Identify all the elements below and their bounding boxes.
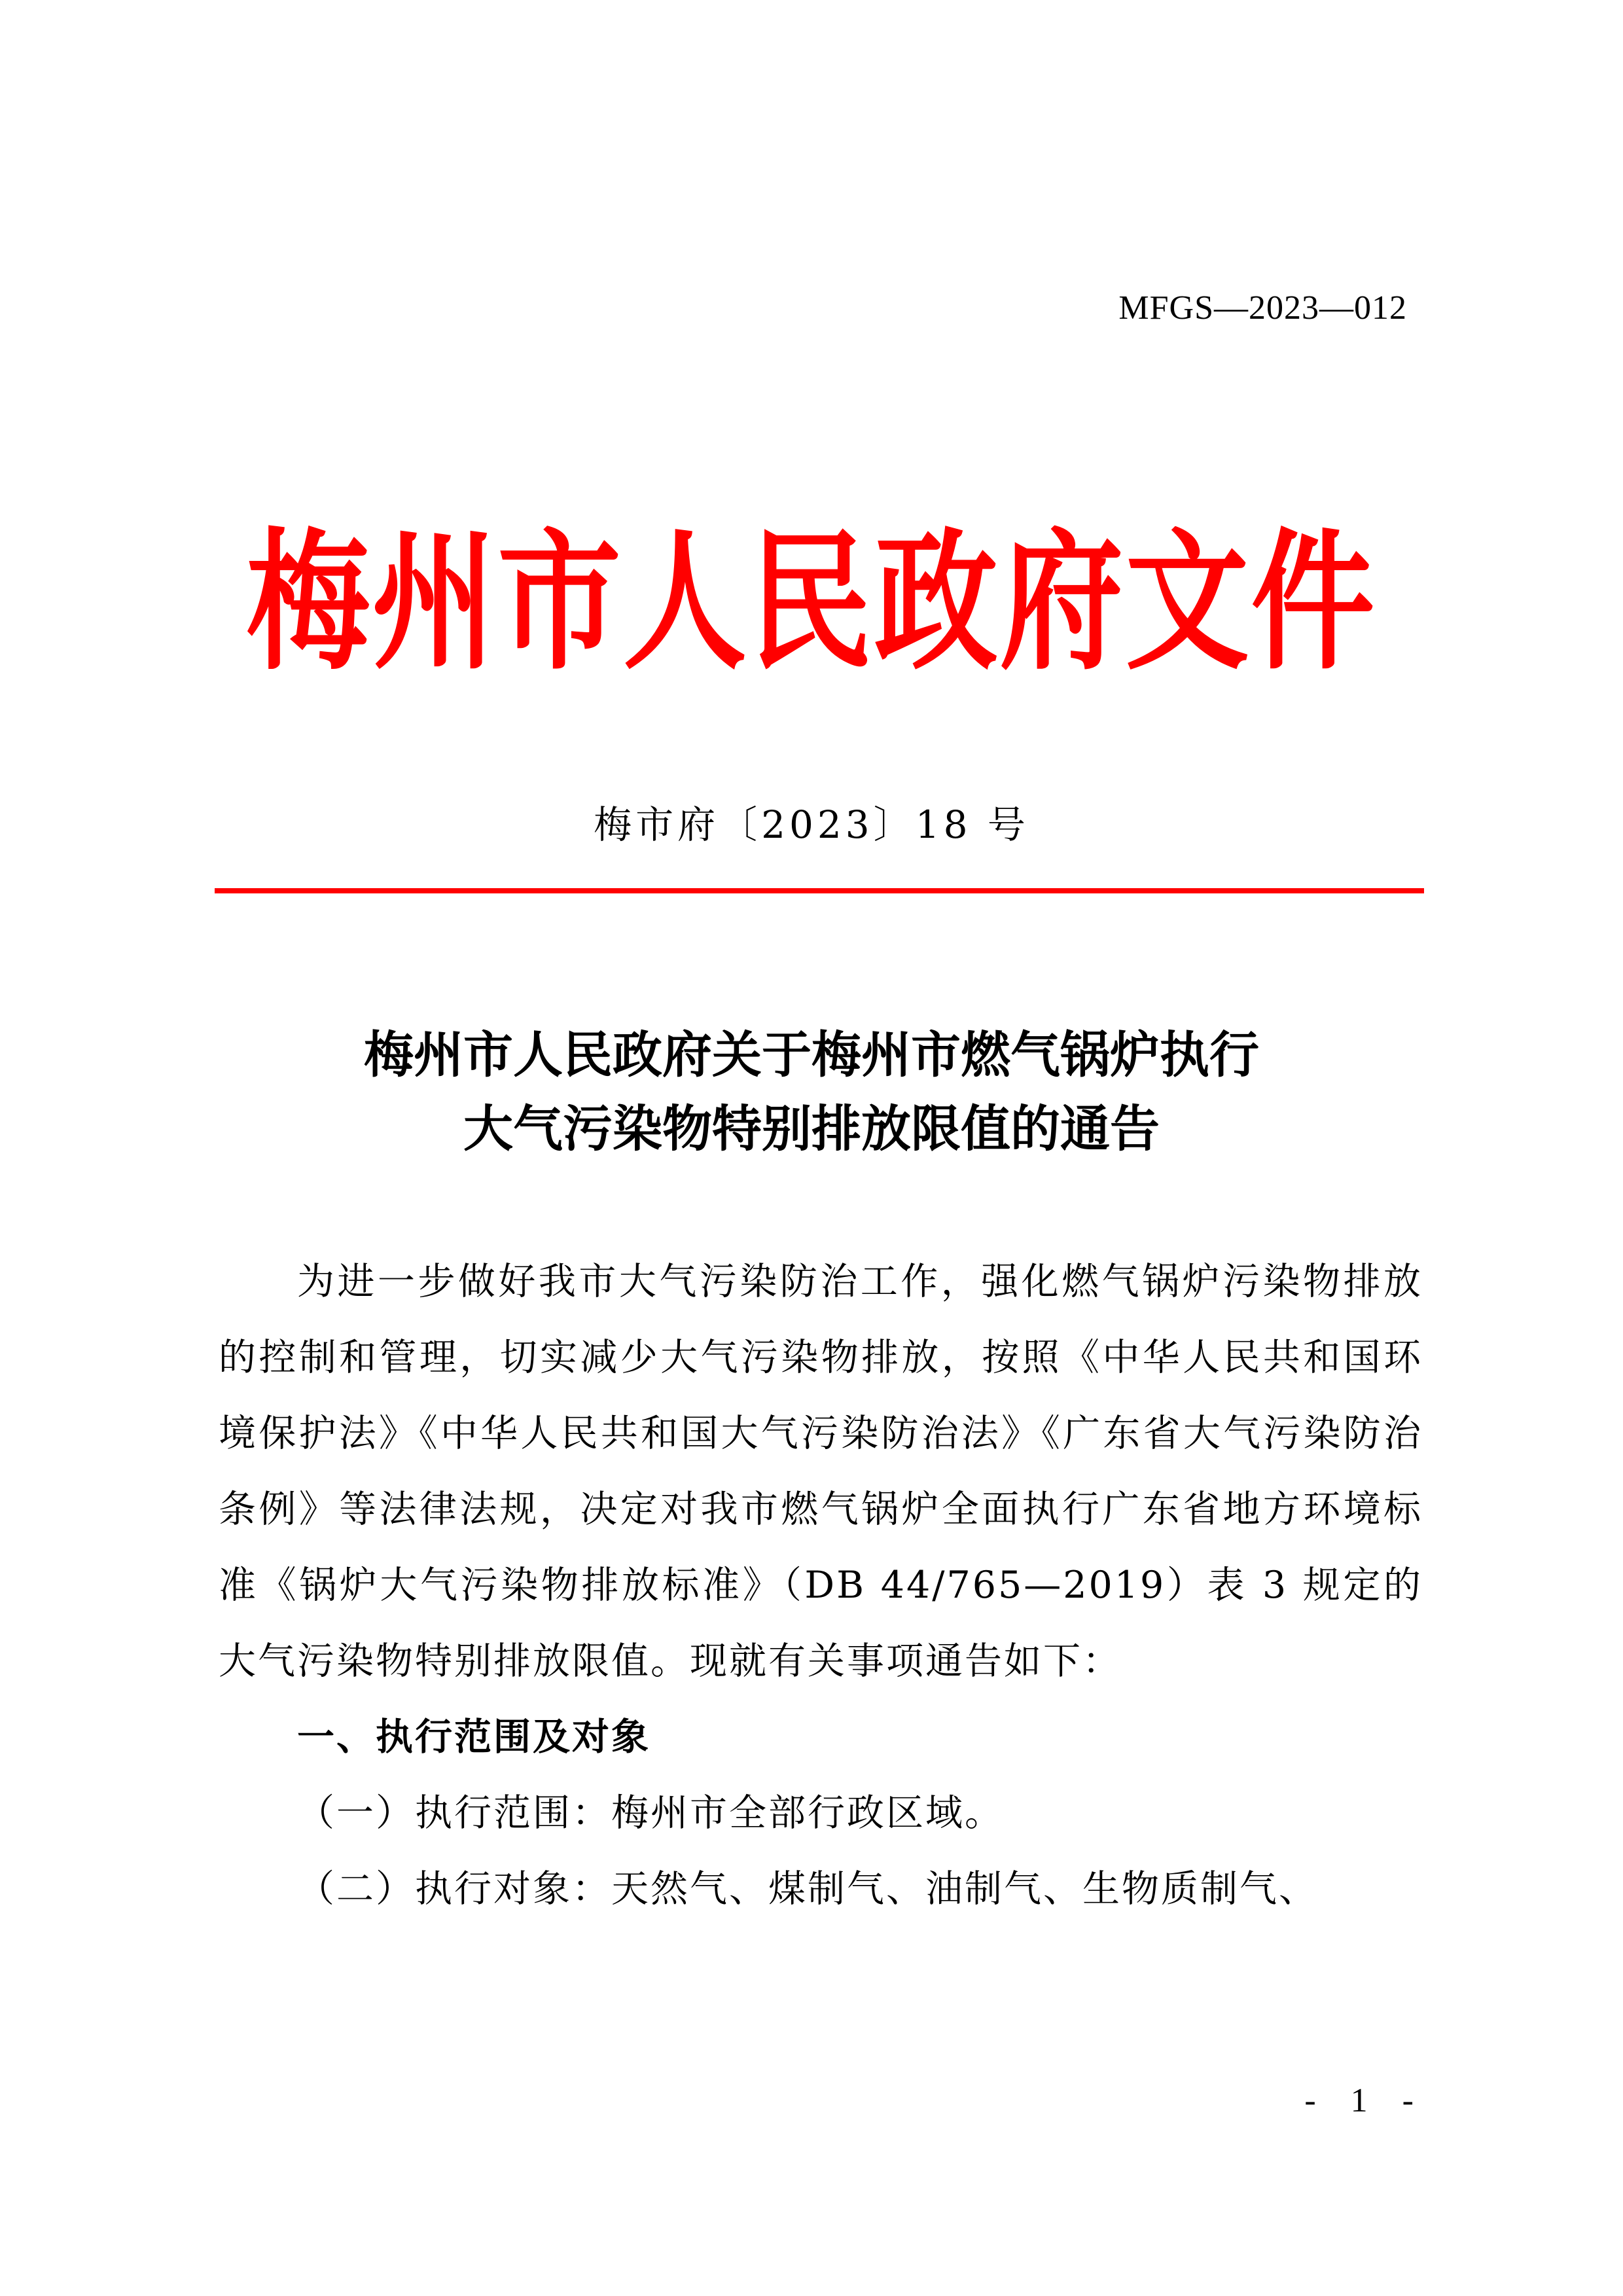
- masthead-title: 梅州市人民政府文件: [246, 514, 1377, 691]
- section-heading-1: 一、执行范围及对象: [297, 1715, 651, 1759]
- document-number: 梅市府〔2023〕18 号: [594, 802, 1029, 847]
- notice-title: [0, 1018, 1623, 1166]
- intro-paragraph: 为进一步做好我市大气污染防治工作，强化燃气锅炉污染物排放的控制和管理，切实减少大气污染物排放，按照《中华人民共和国环境保护法》《中华人民共和国大气污染防治法》《广东省大气污染防治条例》等法律法规，决定对我市燃气锅炉全面执行广东省地方环境标准《锅炉大气污染物排放标准》（DB 44/765—2019）表 3 规定的大气污染物特别排放限值。现就有关事项通告如下：: [219, 1260, 1423, 1683]
- notice-title-line-1: 梅州市人民政府关于梅州市燃气锅炉执行: [364, 1026, 1259, 1084]
- list-item-targets: （二）执行对象：天然气、煤制气、油制气、生物质制气、: [297, 1867, 1318, 1910]
- document-code: MFGS—2023—012: [1118, 289, 1407, 327]
- list-item-scope: （一）执行范围：梅州市全部行政区域。: [297, 1791, 1004, 1835]
- document-body: [219, 1244, 1423, 1927]
- page-number: - 1 -: [1304, 2082, 1427, 2119]
- notice-title-line-2: 大气污染物特别排放限值的通告: [463, 1100, 1160, 1158]
- red-divider-rule: [215, 888, 1424, 893]
